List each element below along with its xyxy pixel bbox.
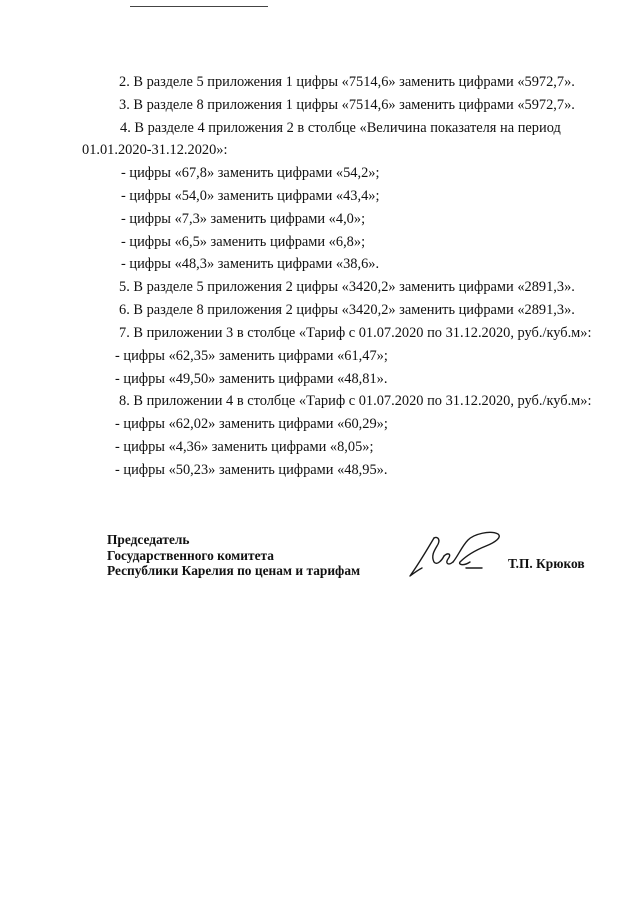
item-7: 7. В приложении 3 в столбце «Тариф с 01.07.2020 по 31.12.2020, руб./куб.м»: [119, 325, 592, 341]
signatory-title [107, 532, 360, 579]
item-8: 8. В приложении 4 в столбце «Тариф с 01.07.2020 по 31.12.2020, руб./куб.м»: [119, 393, 592, 409]
item-8-sub-1: - цифры «62,02» заменить цифрами «60,29»; [115, 416, 388, 432]
item-5: 5. В разделе 5 приложения 2 цифры «3420,2» заменить цифрами «2891,3». [119, 279, 575, 295]
item-6: 6. В разделе 8 приложения 2 цифры «3420,2» заменить цифрами «2891,3». [119, 302, 575, 318]
handwritten-signature [404, 526, 504, 584]
item-4-sub-4: - цифры «6,5» заменить цифрами «6,8»; [121, 234, 366, 250]
signatory-title-line1: Председатель [107, 532, 190, 547]
top-rule [130, 6, 268, 7]
item-4-sub-3: - цифры «7,3» заменить цифрами «4,0»; [121, 211, 366, 227]
item-4-sub-2: - цифры «54,0» заменить цифрами «43,4»; [121, 188, 380, 204]
item-4-line2: 01.01.2020-31.12.2020»: [82, 142, 228, 158]
item-3: 3. В разделе 8 приложения 1 цифры «7514,6» заменить цифрами «5972,7». [119, 97, 575, 113]
item-7-sub-1: - цифры «62,35» заменить цифрами «61,47»; [115, 348, 388, 364]
item-4-line1: 4. В разделе 4 приложения 2 в столбце «Величина показателя на период [120, 120, 561, 136]
signatory-title-line3: Республики Карелия по ценам и тарифам [107, 563, 361, 578]
signatory-name: Т.П. Крюков [508, 556, 585, 571]
item-8-sub-2: - цифры «4,36» заменить цифрами «8,05»; [115, 439, 374, 455]
signatory-title-line2: Государственного комитета [107, 547, 274, 563]
item-4-sub-1: - цифры «67,8» заменить цифрами «54,2»; [121, 165, 380, 181]
item-8-sub-3: - цифры «50,23» заменить цифрами «48,95». [115, 462, 388, 478]
item-4-sub-5: - цифры «48,3» заменить цифрами «38,6». [121, 256, 380, 272]
item-2: 2. В разделе 5 приложения 1 цифры «7514,6» заменить цифрами «5972,7». [119, 74, 575, 90]
item-7-sub-2: - цифры «49,50» заменить цифрами «48,81». [115, 371, 388, 387]
